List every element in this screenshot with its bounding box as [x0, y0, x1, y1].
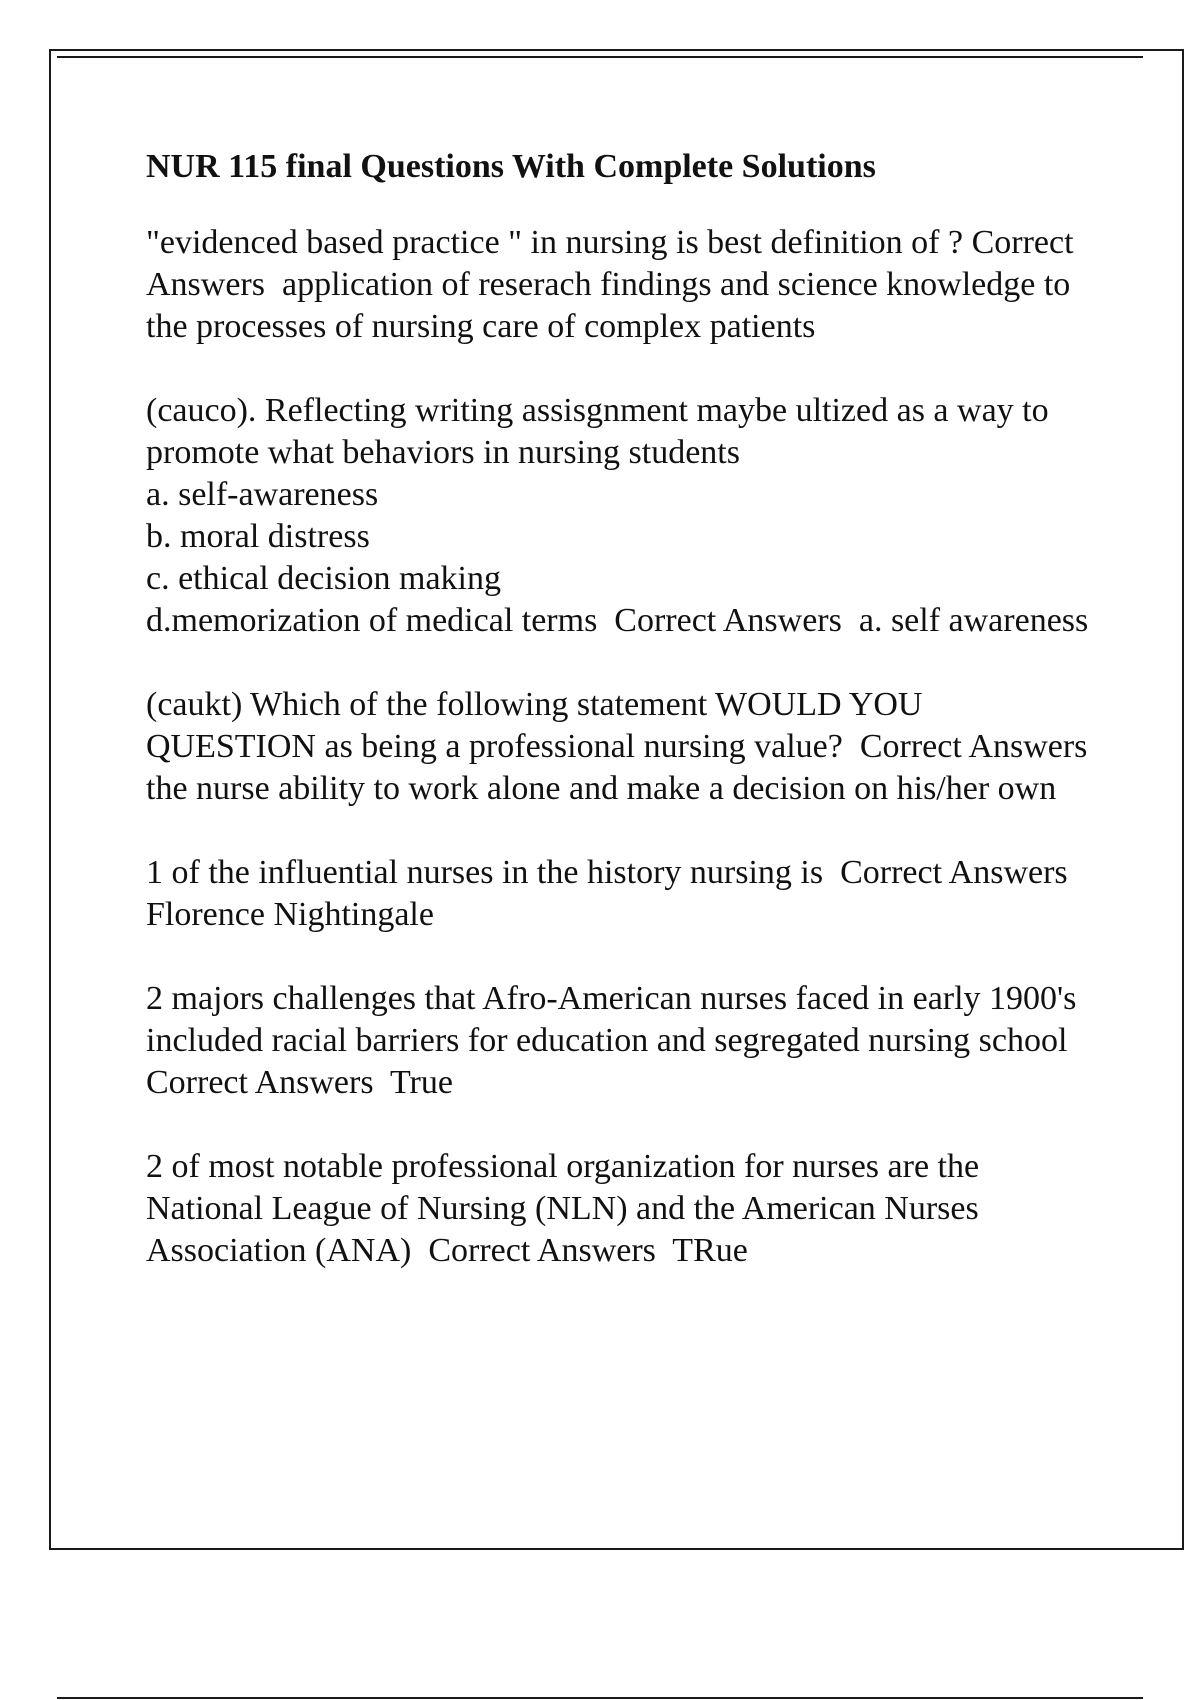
answer-label: Correct Answers — [840, 854, 1068, 891]
answer-label: Correct Answers — [428, 1232, 656, 1269]
answer-text: the nurse ability to work alone and make a decision on his/her own — [146, 770, 1057, 807]
question-text: (cauco). Reflecting writing assisgnment maybe ultized as a way to promote what behaviors in nursing students — [146, 392, 1058, 471]
option-b: b. moral distress — [146, 518, 370, 555]
bottom-rule — [57, 1697, 1143, 1699]
answer-label: Correct Answers — [614, 602, 842, 639]
answer-label: Correct Answers — [146, 224, 1081, 303]
question-text: 2 of most notable professional organization for nurses are the National League of Nursing (NLN) and the American Nurses Association (ANA) — [146, 1148, 988, 1269]
answer-text: TRue — [672, 1232, 748, 1269]
answer-text: a. self awareness — [858, 602, 1089, 639]
option-d: d.memorization of medical terms — [146, 602, 598, 639]
qa-item-3 — [146, 684, 1096, 810]
answer-text: True — [389, 1064, 453, 1101]
question-text: (caukt) Which of the following statement WOULD YOU QUESTION as being a professional nursing value? — [146, 686, 931, 765]
question-text: "evidenced based practice " in nursing is best definition of ? — [146, 224, 964, 261]
document-body — [146, 140, 1096, 1314]
qa-item-4 — [146, 852, 1096, 936]
qa-item-1 — [146, 222, 1096, 348]
qa-item-6 — [146, 1146, 1096, 1272]
document-title: NUR 115 final Questions With Complete Solutions — [146, 148, 876, 185]
qa-item-2 — [146, 390, 1096, 642]
option-a: a. self-awareness — [146, 476, 379, 513]
answer-text: application of reserach findings and science knowledge to the processes of nursing care of complex patients — [146, 266, 1079, 345]
question-text: 2 majors challenges that Afro-American nurses faced in early 1900's included racial barriers for education and segregated nursing school — [146, 980, 1085, 1059]
question-text: 1 of the influential nurses in the history nursing is — [146, 854, 824, 891]
answer-label: Correct Answers — [859, 728, 1088, 765]
qa-item-5 — [146, 978, 1096, 1104]
top-rule — [57, 56, 1143, 58]
answer-text: Florence Nightingale — [146, 896, 434, 933]
answer-label: Correct Answers — [146, 1064, 374, 1101]
option-c: c. ethical decision making — [146, 560, 501, 597]
